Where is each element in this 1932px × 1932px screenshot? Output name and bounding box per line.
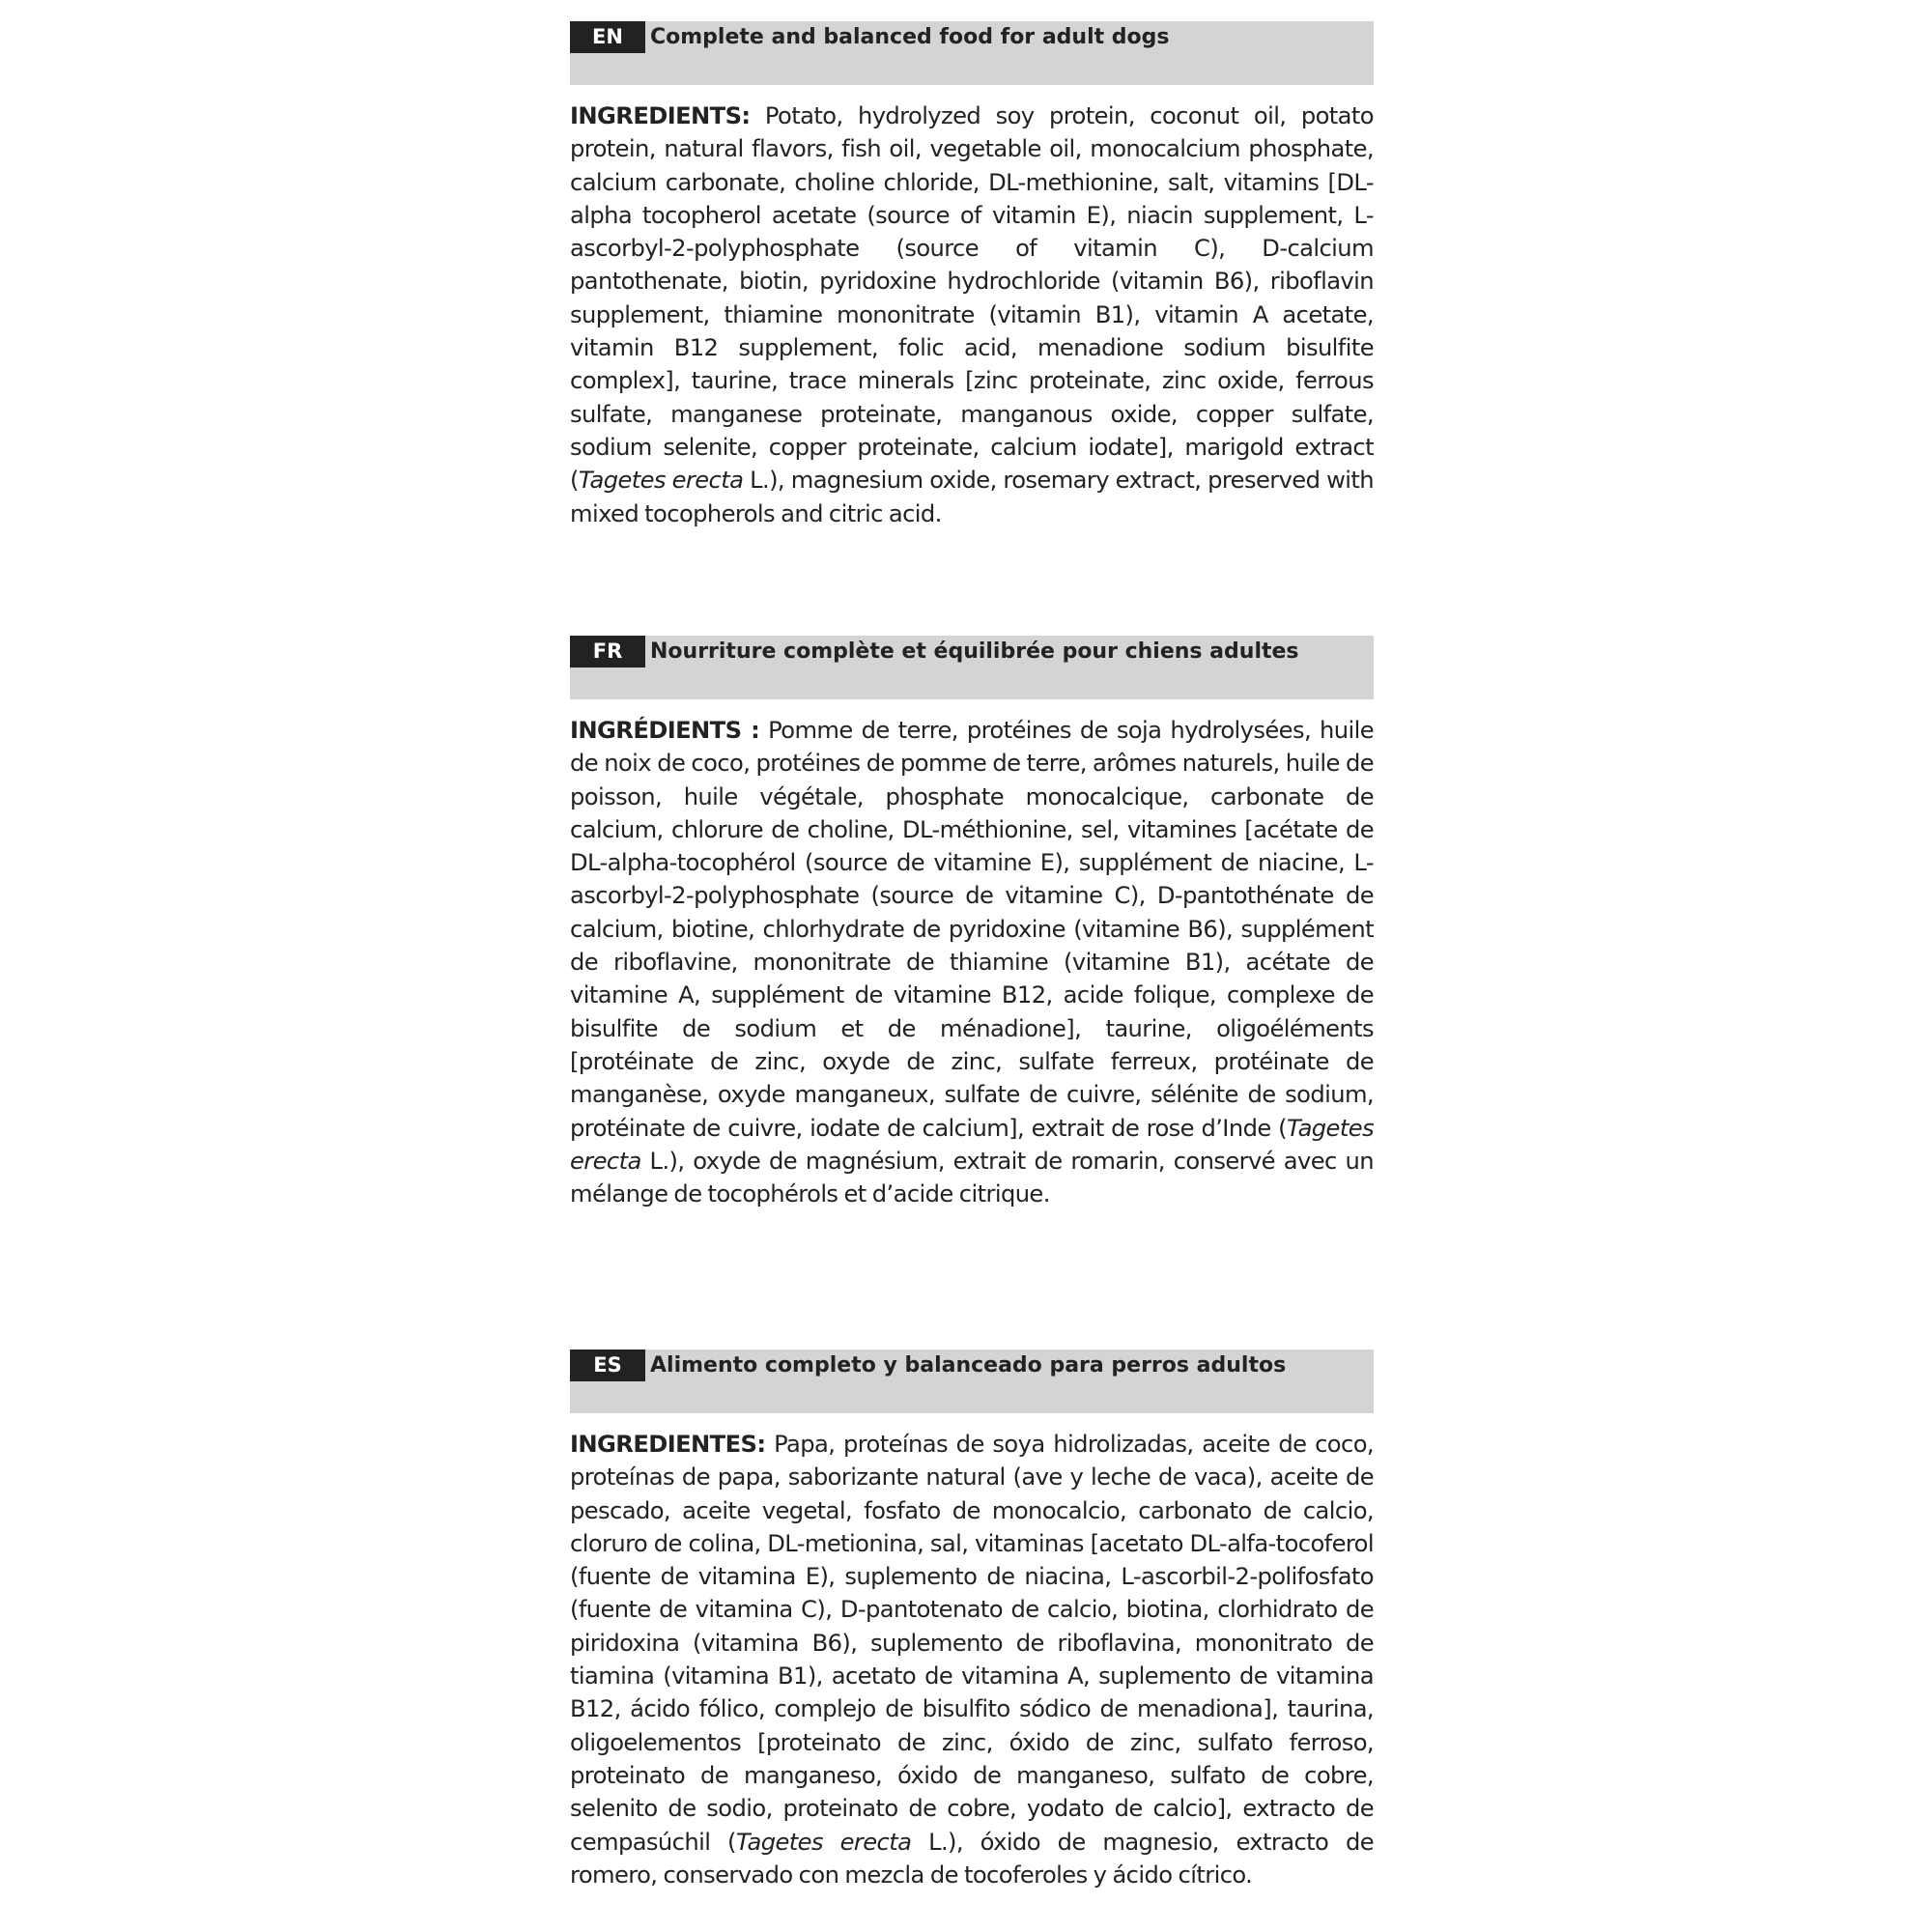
ingredients-paragraph-en <box>570 99 1374 530</box>
ingredients-text-en: Potato, hydrolyzed soy protein, coconut oil, potato protein, natural flavors, fish oil, vegetable oil, monocalcium phosphate, calcium carbonate, choline chloride, DL-methionine, salt, vitamins [DL-alpha tocopherol acetate (source of vitamin E), niacin supplement, L-ascorbyl-2-polyphosphate (source of vitamin C), D-calcium pantothenate, biotin, pyridoxine hydrochloride (vitamin B6), riboflavin supplement, thiamine mononitrate (vitamin B1), vitamin A acetate, vitamin B12 supplement, folic acid, menadione sodium bisulfite complex], taurine, trace minerals [zinc proteinate, zinc oxide, ferrous sulfate, manganese proteinate, manganous oxide, copper sulfate, sodium selenite, copper proteinate, calcium iodate], marigold extract ( <box>570 102 1374 495</box>
latin-name-en: Tagetes erecta <box>578 467 744 495</box>
section-header-fr <box>570 636 1374 699</box>
section-fr <box>570 636 1374 1210</box>
language-tag-es: ES <box>570 1350 645 1381</box>
ingredients-text-fr: Pomme de terre, protéines de soja hydrolysées, huile de noix de coco, protéines de pomme de terre, arômes naturels, huile de poisson, huile végétale, phosphate monocalcique, carbonate de calcium, chlorure de choline, DL-méthionine, sel, vitamines [acétate de DL-alpha-tocophérol (source de vitamine E), supplément de niacine, L-ascorbyl-2-polyphosphate (source de vitamine C), D-pantothénate de calcium, biotine, chlorhydrate de pyridoxine (vitamine B6), supplément de riboflavine, mononitrate de thiamine (vitamine B1), acétate de vitamine A, supplément de vitamine B12, acide folique, complexe de bisulfite de sodium et de ménadione], taurine, oligoéléments [protéinate de zinc, oxyde de zinc, sulfate ferreux, protéinate de manganèse, oxyde manganeux, sulfate de cuivre, sélénite de sodium, protéinate de cuivre, iodate de calcium], extrait de rose d’Inde ( <box>570 717 1374 1142</box>
ingredients-text-end-en: L.), magnesium oxide, rosemary extract, preserved with mixed tocopherols and citric acid. <box>570 467 1374 527</box>
latin-name-es: Tagetes erecta <box>735 1828 912 1856</box>
section-title-es: Alimento completo y balanceado para perros adultos <box>650 1353 1287 1378</box>
section-title-en: Complete and balanced food for adult dogs <box>650 25 1170 49</box>
section-es <box>570 1350 1374 1891</box>
ingredients-paragraph-fr <box>570 714 1374 1210</box>
section-header-es <box>570 1350 1374 1413</box>
ingredients-text-es: Papa, proteínas de soya hidrolizadas, aceite de coco, proteínas de papa, saborizante natural (ave y leche de vaca), aceite de pescado, aceite vegetal, fosfato de monocalcio, carbonato de calcio, cloruro de colina, DL-metionina, sal, vitaminas [acetato DL-alfa-tocoferol (fuente de vitamina E), suplemento de niacina, L-ascorbil-2-polifosfato (fuente de vitamina C), D-pantotenato de calcio, biotina, clorhidrato de piridoxina (vitamina B6), suplemento de riboflavina, mononitrato de tiamina (vitamina B1), acetato de vitamina A, suplemento de vitamina B12, ácido fólico, complejo de bisulfito sódico de menadiona], taurina, oligoelementos [proteinato de zinc, óxido de zinc, sulfato ferroso, proteinato de manganeso, óxido de manganeso, sulfato de cobre, selenito de sodio, proteinato de cobre, yodato de calcio], extracto de cempasúchil ( <box>570 1431 1374 1856</box>
language-tag-fr: FR <box>570 636 645 668</box>
latin-name-fr: Tagetes erecta <box>570 1114 1374 1175</box>
ingredients-paragraph-es <box>570 1428 1374 1891</box>
language-tag-en: EN <box>570 21 645 53</box>
section-en <box>570 21 1374 530</box>
ingredients-label-es: INGREDIENTES: <box>570 1431 766 1458</box>
ingredients-text-end-fr: L.), oxyde de magnésium, extrait de romarin, conservé avec un mélange de tocophérols et d’acide citrique. <box>570 1147 1374 1208</box>
ingredients-label-en: INGREDIENTS: <box>570 102 751 129</box>
ingredients-text-end-es: L.), óxido de magnesio, extracto de romero, conservado con mezcla de tocoferoles y ácido cítrico. <box>570 1828 1374 1889</box>
section-title-fr: Nourriture complète et équilibrée pour chiens adultes <box>650 639 1299 664</box>
section-header-en <box>570 21 1374 85</box>
ingredients-label-fr: INGRÉDIENTS : <box>570 717 760 744</box>
